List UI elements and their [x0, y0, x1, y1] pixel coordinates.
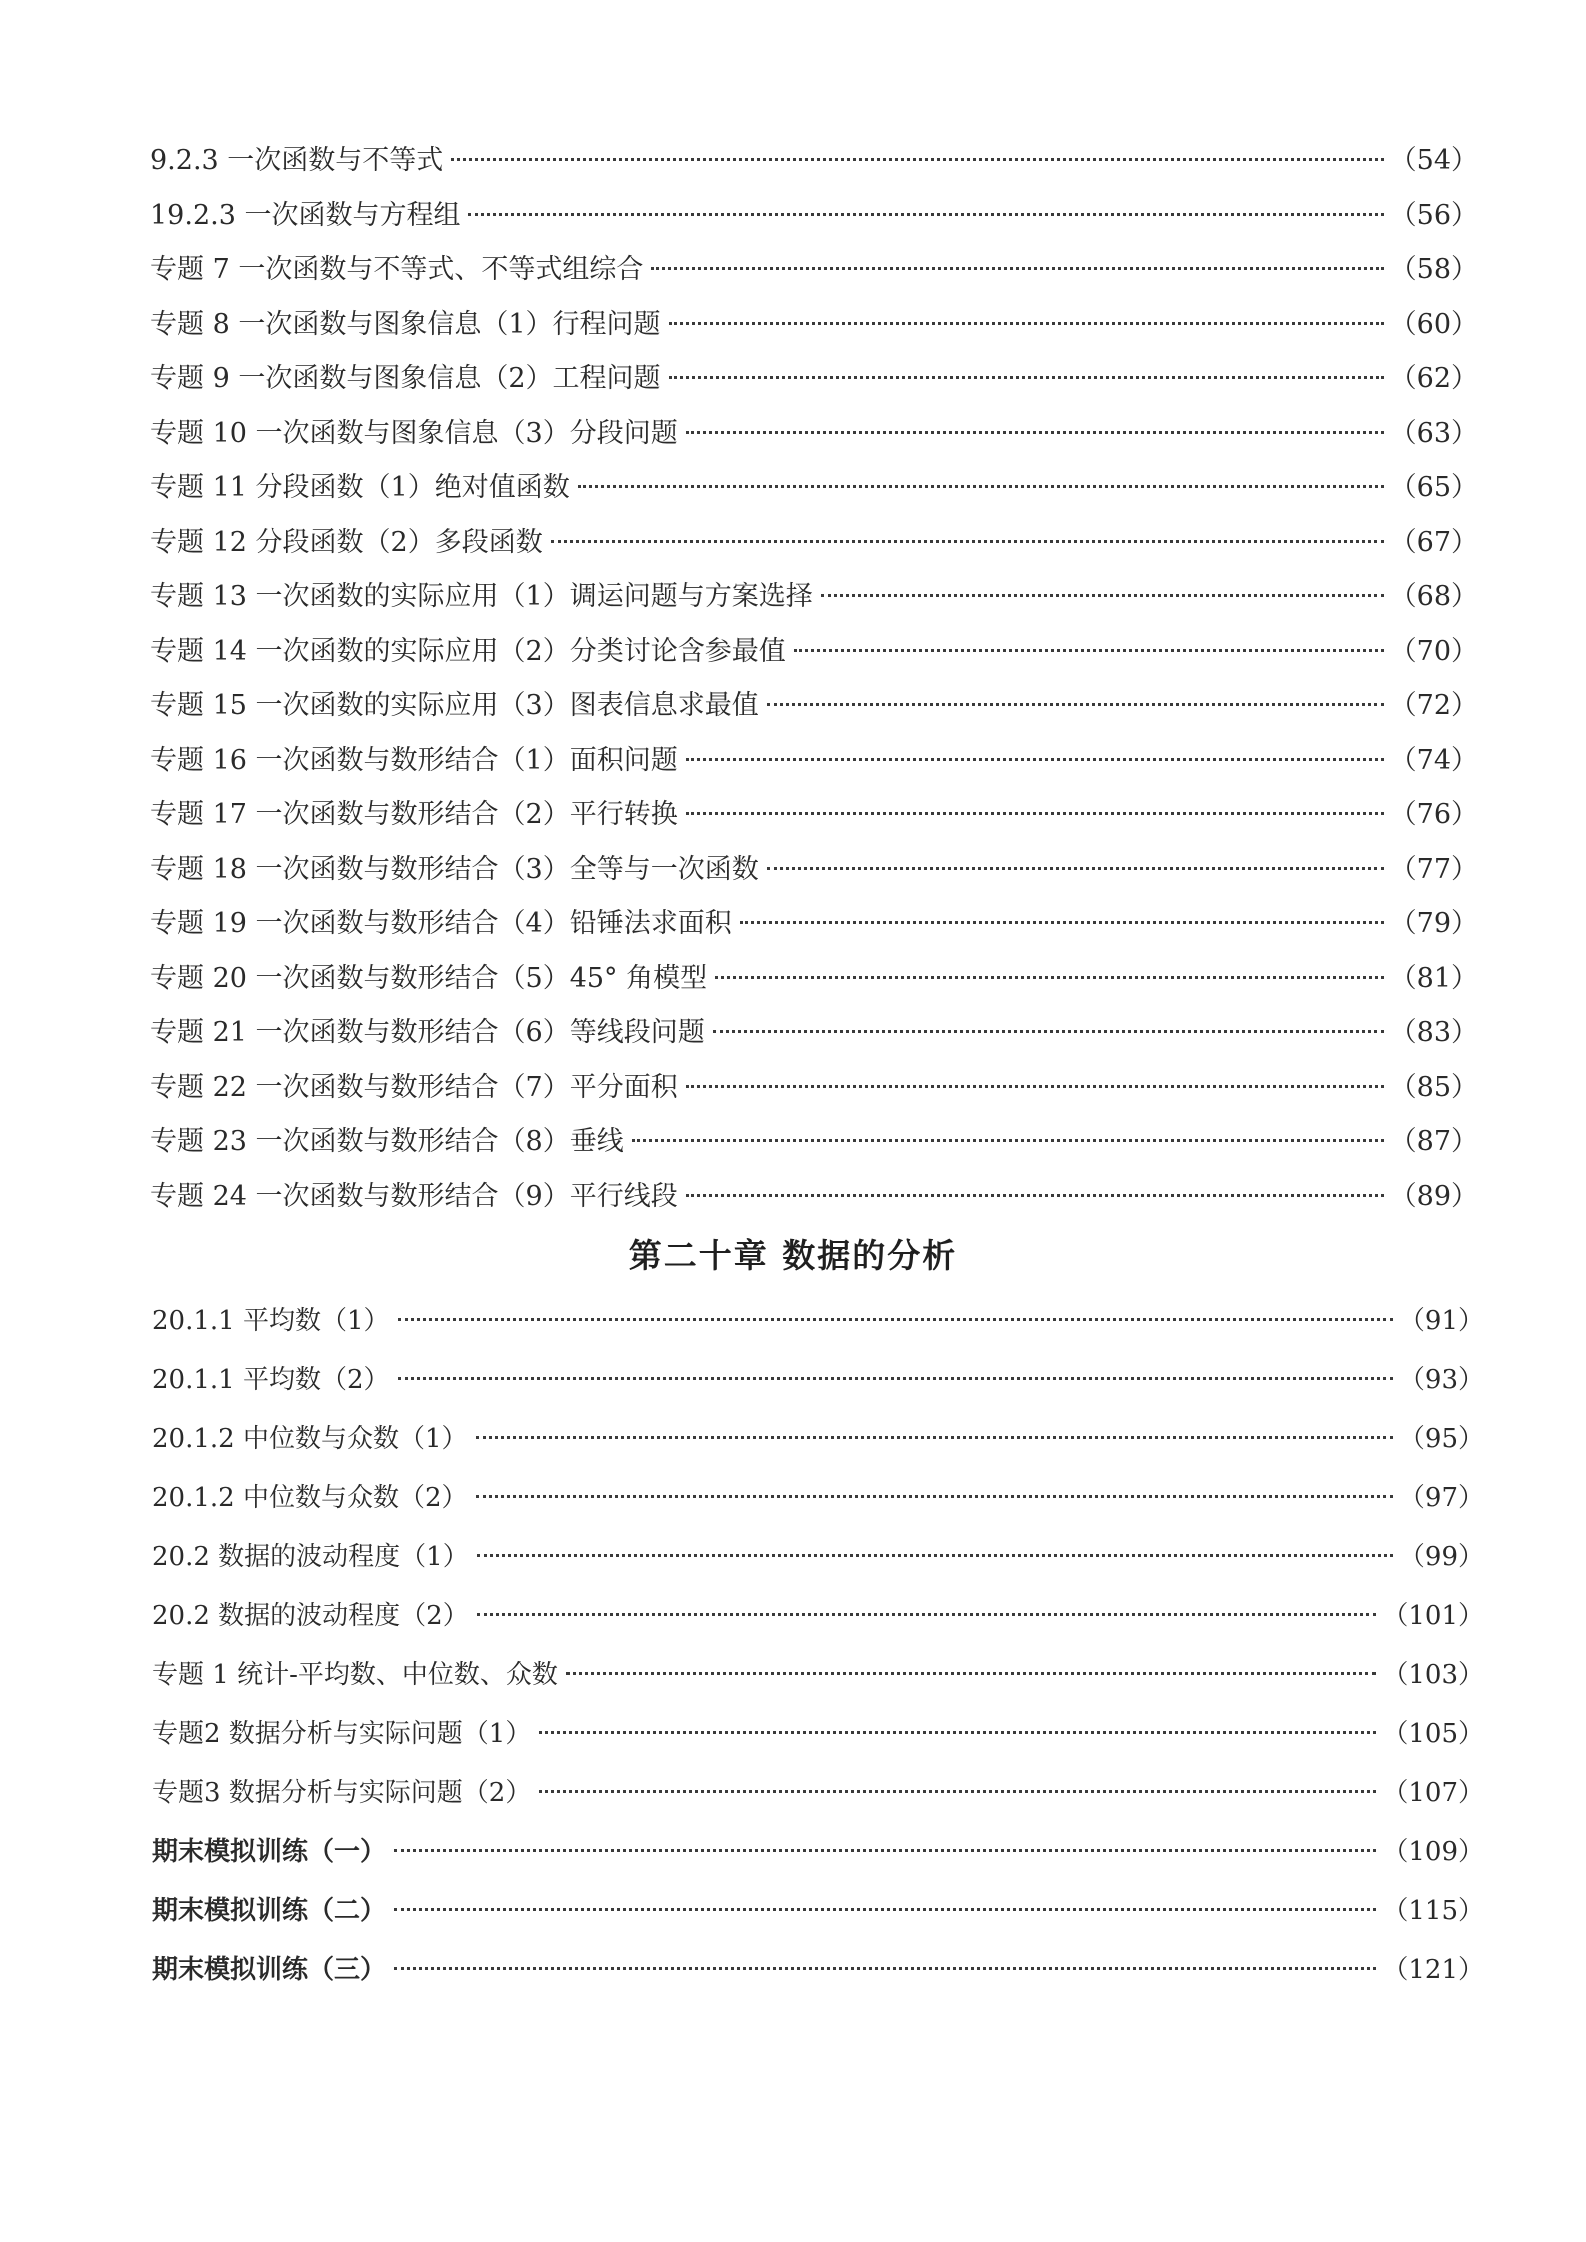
toc-entry-title: 20.1.2 中位数与众数（1） — [152, 1424, 468, 1454]
toc-entry-page-number: （93） — [1398, 1365, 1484, 1395]
toc-entry — [152, 1949, 1484, 2008]
toc-entry — [152, 1595, 1484, 1654]
toc-entry-page-number: （63） — [1389, 417, 1478, 449]
dot-leader — [398, 1377, 1393, 1380]
toc-entry-page-number: （60） — [1389, 308, 1478, 340]
toc-entry — [150, 574, 1478, 629]
toc-entry — [152, 1831, 1484, 1890]
toc-entry-page-number: （54） — [1389, 145, 1478, 176]
toc-entry — [150, 1174, 1478, 1229]
dot-leader — [686, 1194, 1384, 1197]
dot-leader — [821, 594, 1384, 597]
toc-entry — [152, 1654, 1484, 1713]
toc-entry-page-number: （79） — [1389, 908, 1478, 939]
dot-leader — [632, 1139, 1384, 1142]
toc-entry-title: 专题 8 一次函数与图象信息（1）行程问题 — [150, 308, 661, 340]
toc-entry — [150, 193, 1478, 248]
toc-entry-title: 专题 24 一次函数与数形结合（9）平行线段 — [150, 1180, 678, 1212]
toc-entry-page-number: （65） — [1389, 472, 1478, 503]
dot-leader — [686, 1085, 1384, 1088]
toc-entry-title: 专题 9 一次函数与图象信息（2）工程问题 — [150, 363, 661, 394]
toc-entry-page-number: （91） — [1398, 1306, 1484, 1336]
toc-entry-title: 专题 23 一次函数与数形结合（8）垂线 — [150, 1126, 624, 1157]
toc-entry-title: 专题 19 一次函数与数形结合（4）铅锤法求面积 — [150, 908, 732, 939]
toc-entry-page-number: （56） — [1389, 199, 1478, 231]
toc-entry — [150, 683, 1478, 738]
toc-entry-page-number: （83） — [1389, 1017, 1478, 1048]
toc-entry-title: 专题 11 分段函数（1）绝对值函数 — [150, 472, 570, 503]
dot-leader — [767, 703, 1384, 706]
toc-entry — [150, 738, 1478, 793]
dot-leader — [394, 1967, 1376, 1970]
toc-entry — [152, 1359, 1484, 1418]
toc-entry-title: 专题 20 一次函数与数形结合（5）45° 角模型 — [150, 962, 708, 994]
toc-entry — [150, 956, 1478, 1011]
dot-leader — [477, 1554, 1393, 1557]
toc-entry-page-number: （68） — [1389, 581, 1478, 612]
toc-entry-title: 专题 21 一次函数与数形结合（6）等线段问题 — [150, 1017, 705, 1048]
dot-leader — [398, 1318, 1393, 1321]
toc-entry — [152, 1477, 1484, 1536]
dot-leader — [767, 867, 1384, 870]
toc-entry-title: 20.2 数据的波动程度（2） — [152, 1601, 469, 1631]
dot-leader — [477, 1613, 1377, 1616]
toc-entry-title: 专题 15 一次函数的实际应用（3）图表信息求最值 — [150, 690, 759, 721]
dot-leader — [740, 921, 1384, 924]
toc-entry — [152, 1713, 1484, 1772]
dot-leader — [468, 213, 1383, 216]
toc-entry — [150, 901, 1478, 956]
toc-entry — [150, 520, 1478, 575]
toc-entry — [150, 465, 1478, 520]
toc-entry-page-number: （87） — [1389, 1126, 1478, 1157]
toc-entry — [150, 138, 1478, 193]
toc-entry-title: 专题 16 一次函数与数形结合（1）面积问题 — [150, 744, 678, 776]
dot-leader — [394, 1849, 1376, 1852]
toc-entry — [150, 356, 1478, 411]
toc-entry-title: 19.2.3 一次函数与方程组 — [150, 199, 461, 231]
dot-leader — [686, 431, 1384, 434]
toc-entry-title: 专题 13 一次函数的实际应用（1）调运问题与方案选择 — [150, 581, 813, 612]
dot-leader — [551, 540, 1384, 543]
dot-leader — [669, 376, 1384, 379]
toc-entry-title: 专题 12 分段函数（2）多段函数 — [150, 526, 543, 558]
toc-entry-page-number: （77） — [1389, 853, 1478, 885]
dot-leader — [566, 1672, 1377, 1675]
toc-entry-title: 专题 22 一次函数与数形结合（7）平分面积 — [150, 1071, 678, 1103]
dot-leader — [476, 1436, 1393, 1439]
toc-entry-page-number: （72） — [1389, 690, 1478, 721]
toc-entry-page-number: （109） — [1382, 1837, 1484, 1867]
toc-entry-page-number: （105） — [1382, 1719, 1484, 1749]
toc-section-chapter-20 — [152, 1300, 1484, 2008]
dot-leader — [686, 812, 1384, 815]
toc-entry-title: 专题 10 一次函数与图象信息（3）分段问题 — [150, 417, 678, 449]
toc-entry-page-number: （95） — [1398, 1424, 1484, 1454]
toc-entry-page-number: （70） — [1389, 635, 1478, 667]
toc-entry-title: 20.1.1 平均数（2） — [152, 1365, 390, 1395]
toc-entry — [150, 792, 1478, 847]
toc-entry-title: 专题 1 统计-平均数、中位数、众数 — [152, 1660, 558, 1690]
toc-entry — [150, 629, 1478, 684]
toc-entry — [152, 1890, 1484, 1949]
toc-entry-title: 9.2.3 一次函数与不等式 — [150, 145, 444, 176]
dot-leader — [539, 1731, 1376, 1734]
toc-entry — [150, 411, 1478, 466]
dot-leader — [715, 976, 1384, 979]
dot-leader — [686, 758, 1384, 761]
toc-entry-title: 20.1.1 平均数（1） — [152, 1306, 390, 1336]
toc-entry-page-number: （115） — [1382, 1896, 1484, 1926]
chapter-heading: 第二十章 数据的分析 — [628, 1236, 958, 1275]
toc-entry — [150, 1010, 1478, 1065]
toc-entry-title: 20.1.2 中位数与众数（2） — [152, 1483, 468, 1513]
toc-entry — [150, 1119, 1478, 1174]
toc-entry — [150, 847, 1478, 902]
toc-entry — [150, 247, 1478, 302]
toc-entry-page-number: （121） — [1382, 1955, 1484, 1985]
toc-entry-page-number: （89） — [1389, 1180, 1478, 1212]
toc-entry-title: 专题 7 一次函数与不等式、不等式组综合 — [150, 254, 644, 285]
toc-entry-title: 专题 14 一次函数的实际应用（2）分类讨论含参最值 — [150, 635, 786, 667]
toc-entry-title: 专题 17 一次函数与数形结合（2）平行转换 — [150, 799, 678, 830]
toc-entry-page-number: （107） — [1382, 1778, 1484, 1808]
dot-leader — [451, 158, 1383, 161]
toc-entry-title: 专题2 数据分析与实际问题（1） — [152, 1719, 532, 1749]
toc-entry — [152, 1772, 1484, 1831]
toc-entry — [152, 1536, 1484, 1595]
toc-entry-page-number: （81） — [1389, 962, 1478, 994]
toc-entry-title: 专题3 数据分析与实际问题（2） — [152, 1778, 532, 1808]
toc-entry — [150, 302, 1478, 357]
toc-entry-page-number: （97） — [1398, 1483, 1484, 1513]
toc-entry-page-number: （76） — [1389, 799, 1478, 830]
toc-entry-title: 20.2 数据的波动程度（1） — [152, 1542, 469, 1572]
toc-entry-page-number: （101） — [1382, 1601, 1484, 1631]
dot-leader — [794, 649, 1384, 652]
toc-section-chapter-19 — [150, 138, 1478, 1228]
toc-entry — [150, 1065, 1478, 1120]
toc-entry-title: 期末模拟训练（一） — [152, 1837, 387, 1867]
dot-leader — [476, 1495, 1393, 1498]
dot-leader — [651, 267, 1383, 270]
toc-entry-title: 专题 18 一次函数与数形结合（3）全等与一次函数 — [150, 853, 759, 885]
toc-entry-page-number: （85） — [1389, 1071, 1478, 1103]
dot-leader — [394, 1908, 1376, 1911]
toc-entry-page-number: （62） — [1389, 363, 1478, 394]
toc-entry-page-number: （99） — [1398, 1542, 1484, 1572]
toc-entry-title: 期末模拟训练（二） — [152, 1896, 387, 1926]
toc-entry-title: 期末模拟训练（三） — [152, 1955, 387, 1985]
toc-entry-page-number: （103） — [1382, 1660, 1484, 1690]
toc-entry-page-number: （58） — [1389, 254, 1478, 285]
toc-entry — [152, 1300, 1484, 1359]
dot-leader — [578, 485, 1384, 488]
dot-leader — [669, 322, 1384, 325]
toc-entry — [152, 1418, 1484, 1477]
dot-leader — [713, 1030, 1384, 1033]
dot-leader — [539, 1790, 1376, 1793]
toc-entry-page-number: （67） — [1389, 526, 1478, 558]
toc-entry-page-number: （74） — [1389, 744, 1478, 776]
